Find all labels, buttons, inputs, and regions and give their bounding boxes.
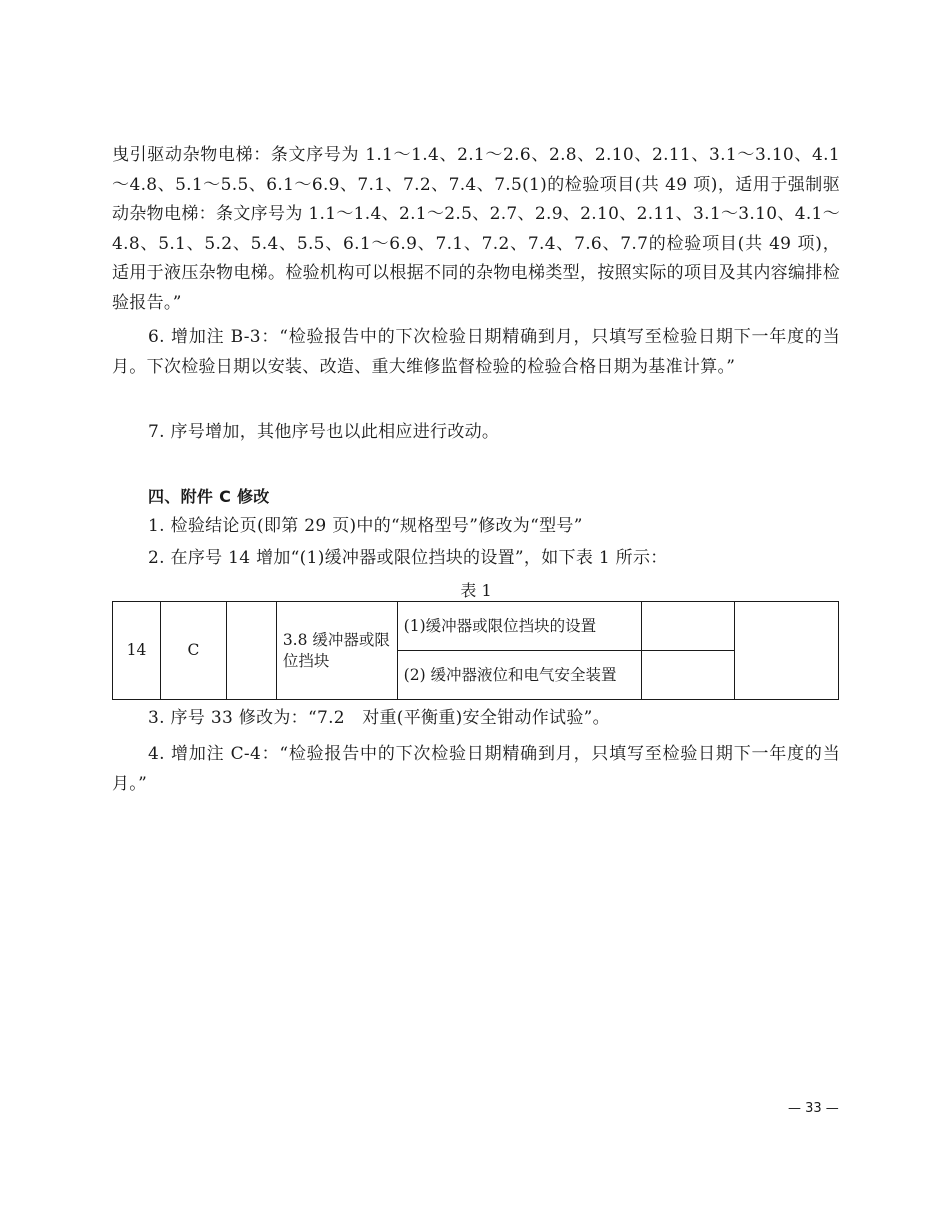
cell-remark (735, 602, 839, 700)
cell-sub-2: (2) 缓冲器液位和电气安全装置 (397, 651, 642, 700)
cell-result-1 (642, 602, 735, 651)
paragraph-annex-b-items: 曳引驱动杂物电梯：条文序号为 1.1～1.4、2.1～2.6、2.8、2.10、2.11、3.1～3.10、4.1～4.8、5.1～5.5、6.1～6.9、7.1、7.2、7.4、7.5(1)的检验项目(共 49 项)，适用于强制驱动杂物电梯：条文序号为 1.1～1.4、2.1～2.5、2.7、2.9、2.10、2.11、3.1～3.10、4.1～4.8、5.1、5.2、5.4、5.5、6.1～6.9、7.1、7.2、7.4、7.6、7.7的检验项目(共 49 项)，适用于液压杂物电梯。检验机构可以根据不同的杂物电梯类型，按照实际的项目及其内容编排检验报告。” (112, 145, 840, 313)
annex-c-item-1: 1. 检验结论页(即第 29 页)中的“规格型号”修改为“型号” (148, 516, 583, 536)
cell-blank (226, 602, 276, 700)
annex-c-item-3: 3. 序号 33 修改为：“7.2 对重(平衡重)安全钳动作试验”。 (148, 708, 610, 728)
item-6-note-b3: 6. 增加注 B-3：“检验报告中的下次检验日期精确到月，只填写至检验日期下一年度的当月。下次检验日期以安装、改造、重大维修监督检验的检验合格日期为基准计算。” (112, 327, 840, 377)
cell-seq: 14 (113, 602, 161, 700)
annex-c-item-2: 2. 在序号 14 增加“(1)缓冲器或限位挡块的设置”，如下表 1 所示： (148, 548, 668, 568)
cell-sub-1: (1)缓冲器或限位挡块的设置 (397, 602, 642, 651)
item-7: 7. 序号增加，其他序号也以此相应进行改动。 (148, 422, 500, 442)
table-caption: 表 1 (460, 581, 492, 600)
section-4-heading: 四、附件 C 修改 (148, 487, 270, 506)
page-number: — 33 — (788, 1101, 839, 1116)
table-row (113, 602, 839, 651)
cell-result-2 (642, 651, 735, 700)
table-1 (112, 601, 839, 700)
annex-c-item-4: 4. 增加注 C-4：“检验报告中的下次检验日期精确到月，只填写至检验日期下一年度的当月。” (112, 744, 840, 794)
cell-category: C (160, 602, 226, 700)
cell-item: 3.8 缓冲器或限位挡块 (276, 602, 397, 700)
